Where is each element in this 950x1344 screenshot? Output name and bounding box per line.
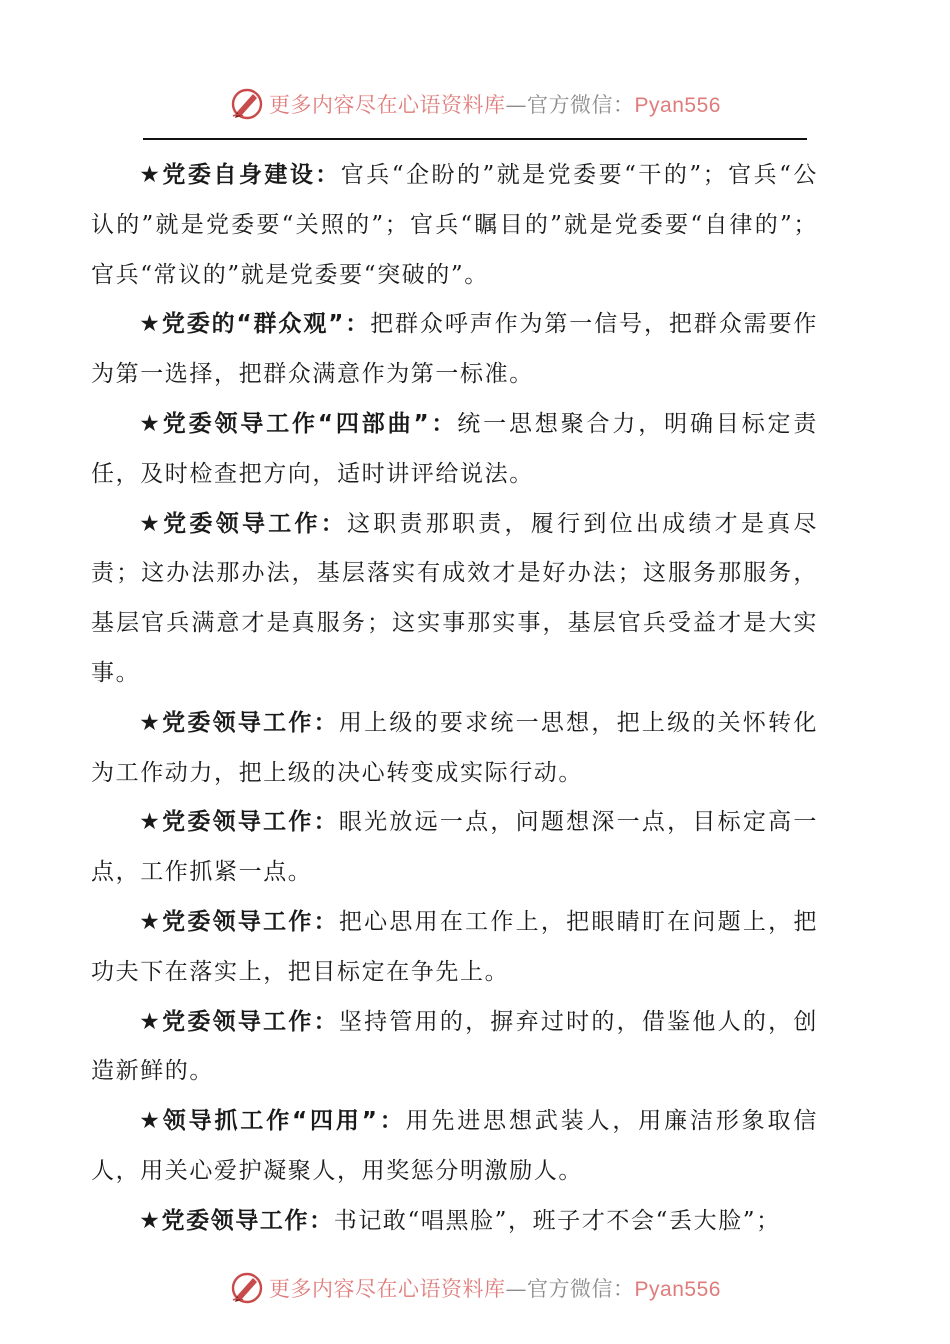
pen-circle-logo-icon: [229, 86, 265, 122]
paragraph-lead: ★党委的“群众观”：: [139, 311, 371, 338]
paragraph: [91, 898, 818, 998]
wechat-label: 官方微信：: [527, 1277, 635, 1301]
paragraph-lead: ★党委领导工作：: [139, 709, 339, 736]
wechat-label: 官方微信：: [527, 93, 635, 117]
separator-dash: —: [505, 1277, 528, 1301]
header-watermark: [0, 82, 950, 126]
paragraph: [91, 798, 818, 898]
paragraph-lead: ★党委领导工作：: [139, 809, 339, 836]
paragraph-lead: ★党委自身建设：: [139, 162, 341, 188]
paragraph: [91, 699, 818, 799]
wechat-id: Pyan556: [634, 94, 721, 117]
paragraph: [91, 998, 818, 1098]
footer-watermark-text: [269, 1273, 721, 1303]
paragraph-body: 统一思想聚合力，明确目标定责任，及时检查把方向，适时讲评给说法。: [91, 410, 819, 487]
paragraph: [91, 500, 818, 699]
paragraph-body: 书记敢“唱黑脸”，班子才不会“丢大脸”；: [333, 1207, 781, 1234]
paragraph-lead: ★党委领导工作：: [139, 1207, 334, 1234]
paragraph-body: 用先进思想武装人，用廉洁形象取信人，用关心爱护凝聚人，用奖惩分明激励人。: [91, 1108, 818, 1184]
paragraph: [91, 300, 818, 400]
header-watermark-text: [269, 89, 721, 119]
paragraph-lead: ★党委领导工作：: [139, 510, 347, 537]
paragraph-body: 这职责那职责，履行到位出成绩才是真尽责；这办法那办法，基层落实有成效才是好办法；这服务那服务，基层官兵满意才是真服务；这实事那实事，基层官兵受益才是大实事。: [91, 510, 818, 686]
document-body: [91, 151, 818, 1247]
footer-watermark: [0, 1266, 950, 1310]
paragraph-body: 用上级的要求统一思想，把上级的关怀转化为工作动力，把上级的决心转变成实际行动。: [91, 709, 819, 786]
paragraph-body: 坚持管用的，摒弃过时的，借鉴他人的，创造新鲜的。: [91, 1008, 819, 1085]
header-rule: [143, 138, 807, 140]
paragraph-lead: ★党委领导工作：: [139, 908, 339, 935]
paragraph: [91, 400, 818, 500]
paragraph: [91, 151, 818, 300]
paragraph-body: 把群众呼声作为第一信号，把群众需要作为第一选择，把群众满意作为第一标准。: [91, 311, 818, 388]
separator-dash: —: [505, 93, 528, 117]
wechat-id: Pyan556: [634, 1278, 721, 1301]
site-name: 更多内容尽在心语资料库: [269, 93, 506, 117]
paragraph-lead: ★领导抓工作“四用”：: [139, 1108, 406, 1135]
paragraph: [91, 1197, 818, 1247]
paragraph-lead: ★党委领导工作：: [139, 1008, 339, 1035]
paragraph: [91, 1097, 818, 1197]
paragraph-body: 眼光放远一点，问题想深一点，目标定高一点，工作抓紧一点。: [91, 809, 819, 886]
pen-circle-logo-icon: [229, 1270, 265, 1306]
site-name: 更多内容尽在心语资料库: [269, 1277, 506, 1301]
paragraph-body: 官兵“企盼的”就是党委要“干的”；官兵“公认的”就是党委要“关照的”；官兵“瞩目的”就是党委要“自律的”；官兵“常议的”就是党委要“突破的”。: [91, 162, 818, 288]
paragraph-lead: ★党委领导工作“四部曲”：: [139, 410, 458, 437]
paragraph-body: 把心思用在工作上，把眼睛盯在问题上，把功夫下在落实上，把目标定在争先上。: [91, 908, 819, 985]
